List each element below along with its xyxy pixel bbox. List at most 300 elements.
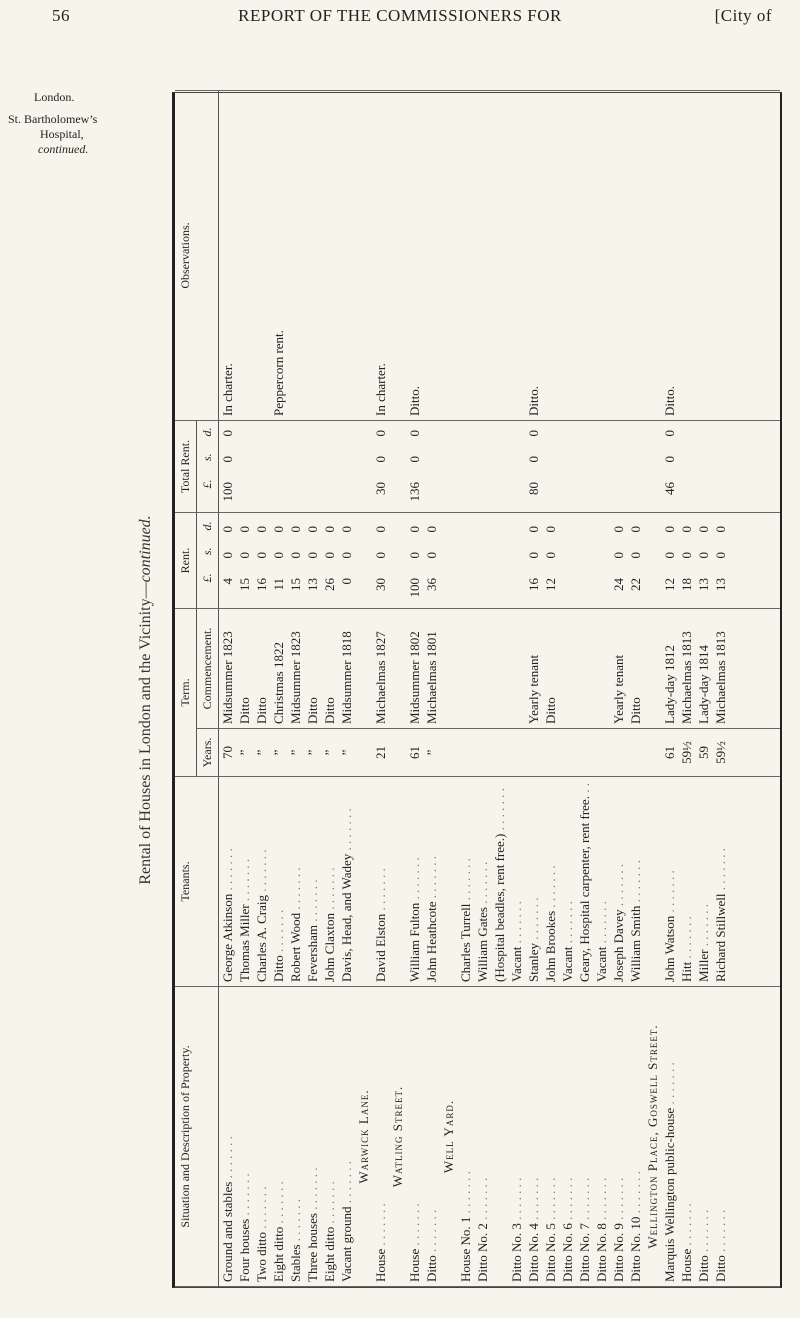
observation (627, 95, 644, 416)
observation (593, 95, 610, 416)
amount-pence: 0 (237, 526, 252, 533)
header-rent-units (197, 513, 219, 609)
tenant-name: David Elston . . . (372, 781, 389, 982)
tenant-name: William Fulton . . . (406, 781, 423, 982)
amount-pence: 0 (679, 526, 694, 533)
amount-pounds: 13 (305, 578, 320, 591)
term-years: ” (271, 749, 286, 756)
property-description: Ditto . . . (423, 991, 440, 1282)
section-heading: Warwick Lane. (356, 1089, 371, 1184)
total-rent-amount (559, 425, 576, 508)
rent-amount (712, 517, 729, 604)
unit-shillings: s. (200, 453, 214, 462)
observation (457, 95, 474, 416)
tenant-name: Richard Stillwell . . . (712, 781, 729, 982)
amount-pence: 0 (339, 526, 354, 533)
property-description: Three houses . . . (304, 991, 321, 1282)
term-years (576, 733, 593, 772)
term-commencement: Michaelmas 1827 (373, 631, 388, 724)
term-years (508, 733, 525, 772)
total-rent-amount (593, 425, 610, 508)
spacer (644, 613, 661, 724)
page-header (0, 0, 800, 36)
amount-shillings: 0 (611, 552, 626, 559)
term-years (474, 733, 491, 772)
header-commencement: Commencement. (197, 609, 219, 729)
amount-shillings: 0 (526, 456, 541, 463)
amount-pence: 0 (543, 526, 558, 533)
tenant-name: Miller . . . (695, 781, 712, 982)
amount-pounds: 0 (339, 578, 354, 585)
tenant-name: John Brookes . . . (542, 781, 559, 982)
tenant-lines (219, 781, 729, 982)
property-description: Ditto No. 3 . . . (508, 991, 525, 1282)
rent-amount (287, 517, 304, 604)
spacer (440, 95, 457, 416)
term-commencement: Lady-day 1812 (662, 644, 677, 724)
amount-pounds: 13 (713, 578, 728, 591)
total-rent-amount (253, 425, 270, 508)
term-years (491, 733, 508, 772)
tenant-name: Vacant . . . (559, 781, 576, 982)
spacer (644, 733, 661, 772)
header-tenants: Tenants. (175, 777, 219, 987)
spacer (355, 425, 372, 508)
term-commencement: Michaelmas 1813 (679, 631, 694, 724)
amount-pounds: 13 (696, 578, 711, 591)
amount-shillings: 0 (373, 456, 388, 463)
observation (712, 95, 729, 416)
amount-pounds: 16 (526, 578, 541, 591)
amount-pence: 0 (220, 430, 235, 437)
term-commencement: Ditto (543, 697, 558, 724)
amount-pounds: 12 (543, 578, 558, 591)
tenant-name: Hitt . . . (678, 781, 695, 982)
property-description: Vacant ground . . . (338, 991, 355, 1282)
property-description: Ditto No. 5 . . . (542, 991, 559, 1282)
amount-pounds: 100 (220, 482, 235, 502)
amount-pounds: 136 (407, 482, 422, 502)
rent-amount (406, 517, 423, 604)
amount-shillings: 0 (305, 552, 320, 559)
term-commencement (576, 613, 593, 724)
amount-pounds: 16 (254, 578, 269, 591)
total-rent-amount (525, 425, 542, 508)
property-description: Four houses . . . (236, 991, 253, 1282)
property-description: Ditto No. 8 . . . (593, 991, 610, 1282)
term-commencement (474, 613, 491, 724)
amount-pence: 0 (254, 526, 269, 533)
term-years: ” (237, 749, 252, 756)
header-row-1 (175, 91, 197, 1287)
property-description (491, 991, 508, 1282)
amount-pence: 0 (322, 526, 337, 533)
term-commencement: Midsummer 1802 (407, 631, 422, 724)
observation (321, 95, 338, 416)
term-commencement (457, 613, 474, 724)
rent-amount (576, 517, 593, 604)
col-rent (219, 513, 781, 609)
amount-pounds: 30 (373, 482, 388, 495)
spacer (440, 425, 457, 508)
amount-pence: 0 (662, 430, 677, 437)
observation (304, 95, 321, 416)
property-description: Ditto No. 9 . . . (610, 991, 627, 1282)
total-rent-amount (576, 425, 593, 508)
situation-lines (219, 991, 729, 1282)
observation: Ditto. (407, 386, 422, 416)
rental-table-wrap (172, 92, 782, 1288)
term-commencement: Ditto (237, 697, 252, 724)
rent-amount (542, 517, 559, 604)
running-head-city: [City of (714, 6, 772, 25)
rent-amount (610, 517, 627, 604)
amount-pence: 0 (424, 526, 439, 533)
rent-amount (593, 517, 610, 604)
term-years: ” (288, 749, 303, 756)
side-title-main: Rental of Houses in London and the Vicinity— (137, 582, 154, 885)
term-years: ” (424, 749, 439, 756)
amount-pounds: 100 (407, 578, 422, 598)
term-years: ” (339, 749, 354, 756)
amount-shillings: 0 (424, 552, 439, 559)
tenant-name: John Claxton . . . (321, 781, 338, 982)
tenant-name: Robert Wood . . . (287, 781, 304, 982)
rent-amount (372, 517, 389, 604)
tenant-name: William Gates . . . (474, 781, 491, 982)
total-rent-amount (712, 425, 729, 508)
amount-pounds: 15 (288, 578, 303, 591)
rent-amount (423, 517, 440, 604)
observation: Peppercorn rent. (271, 330, 286, 416)
side-title (137, 515, 155, 884)
spacer (389, 425, 406, 508)
header-term: Term. (175, 609, 197, 777)
spacer (644, 781, 661, 982)
amount-pence: 0 (407, 430, 422, 437)
section-heading: Well Yard. (441, 1099, 456, 1174)
total-rent-amount (287, 425, 304, 508)
observation (491, 95, 508, 416)
amount-pence: 0 (611, 526, 626, 533)
observation (695, 95, 712, 416)
margin-line-1: London. (34, 90, 75, 104)
term-years (542, 733, 559, 772)
observation (236, 95, 253, 416)
property-description: Stables . . . (287, 991, 304, 1282)
observation (423, 95, 440, 416)
observation (678, 95, 695, 416)
property-description: House . . . (406, 991, 423, 1282)
amount-pounds: 18 (679, 578, 694, 591)
amount-shillings: 0 (713, 552, 728, 559)
rent-amount (508, 517, 525, 604)
observation (542, 95, 559, 416)
observation: Ditto. (662, 386, 677, 416)
total-rent-amount (610, 425, 627, 508)
rent-amount (525, 517, 542, 604)
rent-amount (304, 517, 321, 604)
observation (338, 95, 355, 416)
rent-lines (219, 517, 729, 604)
tenant-name: Ditto . . . (270, 781, 287, 982)
amount-pence: 0 (526, 526, 541, 533)
total-rent-amount (678, 425, 695, 508)
amount-pounds: 4 (220, 578, 235, 585)
tenant-name: William Smith . . . (627, 781, 644, 982)
term-years (525, 733, 542, 772)
property-description: Eight ditto . . . (321, 991, 338, 1282)
spacer (355, 613, 372, 724)
col-observations (219, 91, 781, 421)
section-heading: Watling Street. (390, 1085, 405, 1188)
amount-shillings: 0 (543, 552, 558, 559)
observation (610, 95, 627, 416)
term-years (559, 733, 576, 772)
amount-shillings: 0 (407, 552, 422, 559)
term-commencement: Yearly tenant (526, 654, 541, 724)
amount-pounds: 36 (424, 578, 439, 591)
side-title-wrap (128, 110, 164, 1290)
term-years (593, 733, 610, 772)
col-tenants (219, 777, 781, 987)
amount-pounds: 30 (373, 578, 388, 591)
margin-line-4: continued. (38, 142, 89, 156)
amount-pence: 0 (628, 526, 643, 533)
property-description: Ditto No. 4 . . . (525, 991, 542, 1282)
section-heading: Wellington Place, Goswell Street. (645, 1024, 660, 1249)
header-total-units (197, 421, 219, 513)
total-rent-amount (338, 425, 355, 508)
amount-pence: 0 (373, 526, 388, 533)
amount-shillings: 0 (407, 456, 422, 463)
term-years (627, 733, 644, 772)
observation (253, 95, 270, 416)
total-rent-amount (304, 425, 321, 508)
spacer (355, 95, 372, 416)
property-description: House . . . (372, 991, 389, 1282)
term-years: 61 (407, 746, 422, 759)
amount-pence: 0 (696, 526, 711, 533)
amount-shillings: 0 (526, 552, 541, 559)
rent-amount (457, 517, 474, 604)
term-years: 61 (662, 746, 677, 759)
total-rent-amount (372, 425, 389, 508)
rent-amount (627, 517, 644, 604)
total-rent-amount (542, 425, 559, 508)
margin-line-2: St. Bartholomew’s (8, 112, 98, 126)
tenant-name: Davis, Head, and Wadey . . . (338, 781, 355, 982)
total-rent-amount (474, 425, 491, 508)
tenant-name: Geary, Hospital carpenter, rent free. . . . (576, 781, 593, 982)
observation-lines (219, 95, 729, 416)
amount-shillings: 0 (662, 456, 677, 463)
term-commencement: Midsummer 1818 (339, 631, 354, 724)
amount-shillings: 0 (662, 552, 677, 559)
property-description: Eight ditto . . . (270, 991, 287, 1282)
amount-shillings: 0 (322, 552, 337, 559)
tenant-name: George Atkinson . . . (219, 781, 236, 982)
spacer (644, 517, 661, 604)
amount-pounds: 26 (322, 578, 337, 591)
amount-pounds: 24 (611, 578, 626, 591)
tenant-name: Vacant . . . (593, 781, 610, 982)
rent-amount (338, 517, 355, 604)
observation (474, 95, 491, 416)
header-years: Years. (197, 729, 219, 777)
amount-pounds: 15 (237, 578, 252, 591)
term-years (610, 733, 627, 772)
amount-shillings: 0 (237, 552, 252, 559)
page-title: REPORT OF THE COMMISSIONERS FOR (238, 6, 562, 25)
total-rent-amount (457, 425, 474, 508)
margin-line-3: Hospital, (40, 127, 84, 141)
spacer (355, 733, 372, 772)
total-rent-amount (491, 425, 508, 508)
col-situation (219, 987, 781, 1287)
term-commencement: Yearly tenant (611, 654, 626, 724)
total-rent-amount (236, 425, 253, 508)
tenant-name: Feversham . . . (304, 781, 321, 982)
property-description: Two ditto . . . (253, 991, 270, 1282)
tenant-name: Charles A. Craig . . . (253, 781, 270, 982)
header-rent: Rent. (175, 513, 197, 609)
amount-pence: 0 (662, 526, 677, 533)
rent-amount (270, 517, 287, 604)
term-years: 59½ (679, 741, 694, 764)
term-commencement: Ditto (254, 697, 269, 724)
property-description: Ditto . . . (712, 991, 729, 1282)
amount-pence: 0 (713, 526, 728, 533)
term-years: ” (305, 749, 320, 756)
amount-shillings: 0 (679, 552, 694, 559)
spacer (389, 517, 406, 604)
term-years: 59 (696, 746, 711, 759)
term-commencement: Midsummer 1823 (220, 631, 235, 724)
header-total-rent: Total Rent. (175, 421, 197, 513)
rent-amount (236, 517, 253, 604)
total-rent-amount (270, 425, 287, 508)
property-description: House . . . (678, 991, 695, 1282)
rent-amount (661, 517, 678, 604)
term-commencement (559, 613, 576, 724)
term-years: ” (254, 749, 269, 756)
property-description: Ditto No. 7 . . . (576, 991, 593, 1282)
tenant-name: Thomas Miller . . . (236, 781, 253, 982)
term-commencement (508, 613, 525, 724)
property-description: Ditto No. 2 . . . (474, 991, 491, 1282)
property-description: Ditto No. 6 . . . (559, 991, 576, 1282)
property-description: Marquis Wellington public-house . . . (661, 991, 678, 1282)
amount-pence: 0 (526, 430, 541, 437)
property-description: House No. 1 . . . (457, 991, 474, 1282)
amount-pounds: 11 (271, 578, 286, 591)
term-years (457, 733, 474, 772)
total-rent-amount (627, 425, 644, 508)
unit-shillings: s. (200, 547, 214, 556)
amount-pence: 0 (271, 526, 286, 533)
term-commencement (491, 613, 508, 724)
amount-shillings: 0 (220, 552, 235, 559)
spacer (440, 781, 457, 982)
rent-amount (678, 517, 695, 604)
term-commencement: Lady-day 1814 (696, 644, 711, 724)
page-number: 56 (52, 6, 70, 25)
amount-shillings: 0 (628, 552, 643, 559)
spacer (389, 781, 406, 982)
term-commencement: Ditto (322, 697, 337, 724)
rent-amount (695, 517, 712, 604)
tenant-name: John Heathcote . . . (423, 781, 440, 982)
total-rent-amount (321, 425, 338, 508)
term-commencement: Ditto (305, 697, 320, 724)
unit-pounds: £. (200, 573, 214, 583)
amount-shillings: 0 (696, 552, 711, 559)
rent-amount (559, 517, 576, 604)
property-description: Ground and stables . . . (219, 991, 236, 1282)
amount-shillings: 0 (288, 552, 303, 559)
amount-pounds: 12 (662, 578, 677, 591)
observation: In charter. (220, 363, 235, 416)
amount-pence: 0 (220, 526, 235, 533)
observation: In charter. (373, 363, 388, 416)
tenant-name: Vacant . . . (508, 781, 525, 982)
term-years: 70 (220, 746, 235, 759)
spacer (440, 517, 457, 604)
amount-pence: 0 (407, 526, 422, 533)
term-commencement: Michaelmas 1813 (713, 631, 728, 724)
amount-shillings: 0 (373, 552, 388, 559)
spacer (644, 425, 661, 508)
amount-pence: 0 (373, 430, 388, 437)
term-commencement: Ditto (628, 697, 643, 724)
amount-pence: 0 (288, 526, 303, 533)
spacer (389, 733, 406, 772)
tenant-name: (Hospital beadles, rent free.) . . . (491, 781, 508, 982)
rental-table (175, 90, 780, 1287)
observation (287, 95, 304, 416)
property-description: Ditto No. 10 . . . (627, 991, 644, 1282)
spacer (389, 95, 406, 416)
spacer (389, 613, 406, 724)
total-rent-amount (661, 425, 678, 508)
tenant-name: Stanley . . . (525, 781, 542, 982)
term-years: 21 (373, 746, 388, 759)
amount-pence: 0 (305, 526, 320, 533)
term-years: ” (322, 749, 337, 756)
spacer (355, 517, 372, 604)
tenant-name: John Watson . . . (661, 781, 678, 982)
total-rent-amount (695, 425, 712, 508)
col-commencement (219, 609, 781, 729)
amount-pounds: 80 (526, 482, 541, 495)
unit-pounds: £. (200, 479, 214, 489)
observation (508, 95, 525, 416)
total-rent-amount (219, 425, 236, 508)
rent-amount (321, 517, 338, 604)
header-situation: Situation and Description of Property. (175, 987, 219, 1287)
tenant-name: Joseph Davey . . . (610, 781, 627, 982)
amount-shillings: 0 (339, 552, 354, 559)
spacer (644, 95, 661, 416)
rent-amount (474, 517, 491, 604)
col-years (219, 729, 781, 777)
total-rent-amount (406, 425, 423, 508)
unit-pence: d. (200, 521, 214, 531)
header-observations: Observations. (175, 91, 219, 421)
commencement-lines (219, 613, 729, 724)
term-commencement (593, 613, 610, 724)
